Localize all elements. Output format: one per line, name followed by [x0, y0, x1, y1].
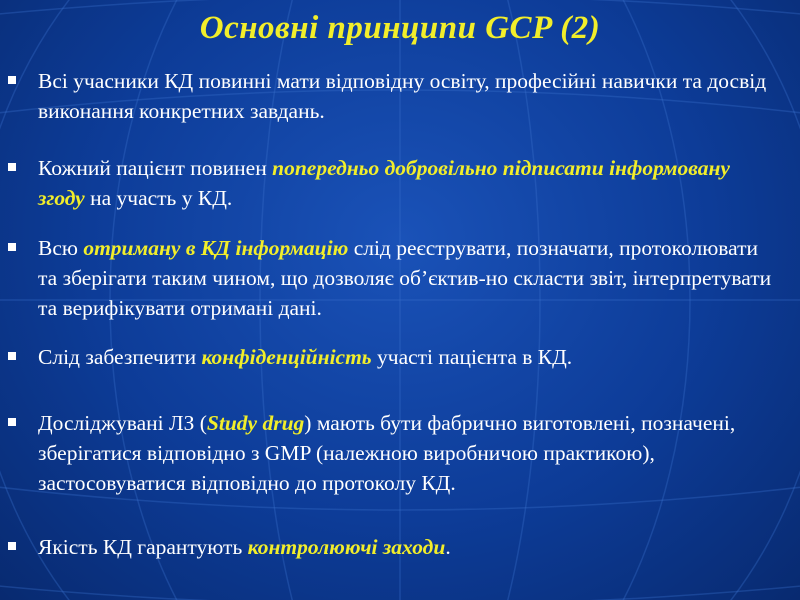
highlighted-text: попередньо добровільно підписати інформовану згоду — [38, 156, 730, 210]
bullet-marker — [8, 163, 16, 171]
highlighted-text: отриману в КД інформацію — [83, 236, 349, 260]
bullet-text: слід реєструвати, позначати, протоколювати та зберігати таким чином, що дозволяє об’єктив-но скласти звіт, інтерпретувати та верифікувати отримані дані. — [38, 236, 772, 320]
bullet-marker — [8, 76, 16, 84]
bullet-item — [38, 233, 778, 323]
highlighted-text: конфіденційність — [201, 345, 372, 369]
bullet-item — [38, 342, 778, 372]
bullet-text: участі пацієнта в КД. — [371, 345, 573, 369]
bullet-item — [38, 408, 778, 498]
bullet-text: на участь у КД. — [84, 186, 233, 210]
bullet-marker — [8, 243, 16, 251]
bullet-text: Всі учасники КД повинні мати відповідну освіту, професійні навички та досвід виконання конкретних завдань. — [38, 69, 767, 123]
bullet-item — [38, 532, 778, 562]
bullet-marker — [8, 418, 16, 426]
bullet-item — [38, 153, 778, 213]
bullet-text: Слід забезпечити — [38, 345, 202, 369]
bullet-text: Досліджувані ЛЗ ( — [38, 411, 207, 435]
bullet-text: ) мають бути фабрично виготовлені, позначені, зберігатися відповідно з GMP (належною виробничою практикою), застосовуватися відповідно до протоколу КД. — [38, 411, 736, 495]
bullet-text: Якість КД гарантують — [38, 535, 248, 559]
bullet-text: Всю — [38, 236, 84, 260]
slide-title: Основні принципи GCP (2) — [199, 10, 601, 46]
bullet-marker — [8, 352, 16, 360]
highlighted-text: контролюючі заходи — [247, 535, 446, 559]
bullet-marker — [8, 542, 16, 550]
bullet-text: Кожний пацієнт повинен — [38, 156, 273, 180]
highlighted-text: Study drug — [206, 411, 305, 435]
bullet-text: . — [445, 535, 451, 559]
bullet-item — [38, 66, 778, 126]
